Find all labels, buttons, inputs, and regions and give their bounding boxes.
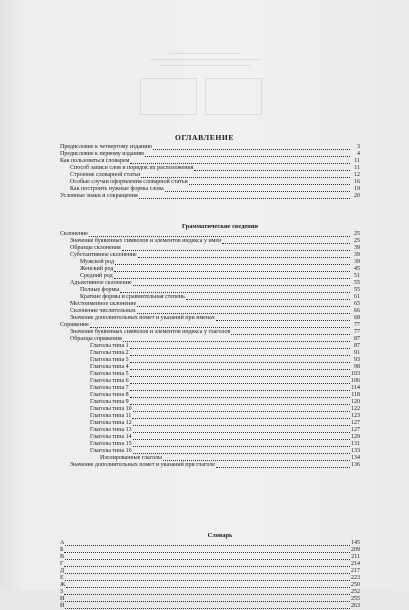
toc-entry-label: Глаголы типа 14 [90,434,132,440]
toc-entry-label: Глаголы типа 6 [90,378,129,384]
dot-leader [145,156,350,157]
dot-leader [216,467,350,468]
toc-entry [60,371,360,378]
toc-entry-label: И [60,596,65,602]
toc-entry-page: 250 [351,582,360,588]
toc-entry [60,308,360,315]
toc-entry-label: Особые случаи оформления словарной статьи [70,179,188,185]
toc-entry-page: 39 [354,252,360,258]
toc-entry-label: Краткие формы и сравнительная степень [80,294,185,300]
toc-entry [60,231,360,238]
dot-leader [231,334,350,335]
toc-entry-label: Значение буквенных символов и элементов индекса у имен [70,238,222,244]
toc-entry-label: Глаголы типа 3 [90,357,129,363]
dot-leader [130,383,350,384]
dot-leader [64,594,350,595]
toc-entry [60,462,360,469]
toc-entry-page: 77 [354,329,360,335]
toc-entry [60,540,360,547]
toc-entry [60,385,360,392]
toc-entry [60,322,360,329]
toc-entry [60,294,360,301]
toc-entry-label: Значение дополнительных помет и указаний при глаголе [70,462,215,468]
dot-leader [132,418,350,419]
toc-entry-page: 98 [354,364,360,370]
toc-entry-page: 55 [354,287,360,293]
dot-leader [133,285,350,286]
toc-entry-label: А [60,540,65,546]
toc-entry-label: Глаголы типа 10 [90,406,132,412]
dot-leader [64,566,350,567]
toc-entry [60,280,360,287]
dot-leader [122,250,350,251]
toc-entry-label: Женский род [80,266,114,272]
dot-leader [123,341,350,342]
toc-entry-label: Б [60,547,64,553]
dot-leader [65,545,350,546]
toc-entry [60,158,360,165]
toc-entry [60,186,360,193]
toc-entry-label: В [60,554,65,560]
toc-entry-page: 211 [351,554,360,560]
toc-entry-page: 55 [354,280,360,286]
toc-entry [60,413,360,420]
dot-leader [163,460,350,461]
toc-entry-label: Глаголы типа 8 [90,392,129,398]
dot-leader [64,552,350,553]
toc-entry-label: Ж [60,582,66,588]
grammar-section-title: Грамматические сведения [181,223,258,230]
toc-entry-label: Глаголы типа 7 [90,385,129,391]
toc-entry-page: 209 [351,547,360,553]
toc-entry [60,441,360,448]
toc-entry-label: Глаголы типа 16 [90,448,132,454]
toc-entry-page: 252 [351,589,360,595]
toc-entry [60,575,360,582]
dot-leader [114,278,350,279]
toc-entry-label: Способ записи слов и порядок их расположения [70,165,194,171]
toc-entry-page: 122 [351,406,360,412]
toc-entry-page: 61 [354,294,360,300]
toc-entry [60,554,360,561]
toc-entry [60,343,360,350]
toc-entry-page: 20 [354,193,360,199]
dictionary-entries [60,540,360,610]
toc-entry-label: Образцы спряжения [70,336,122,342]
dot-leader [66,587,350,588]
toc-entry-page: 217 [351,568,360,574]
grammar-section [60,222,360,469]
toc-entry-label: Субстантивное склонение [70,252,137,258]
toc-entry-page: 77 [354,322,360,328]
toc-entry-page: 131 [351,441,360,447]
toc-entry-page: 127 [351,420,360,426]
toc-entry-label: Значение дополнительных помет и указаний при именах [70,315,215,321]
dot-leader [130,163,350,164]
toc-entry [60,568,360,575]
dot-leader [137,313,350,314]
toc-entry [60,561,360,568]
dot-leader [114,271,350,272]
dot-leader [139,198,350,199]
dot-leader [165,191,350,192]
toc-entry-page: 106 [351,378,360,384]
toc-entry [60,448,360,455]
toc-entry-page: 87 [354,336,360,342]
dictionary-section [60,531,360,610]
dot-leader [133,446,350,447]
toc-entry-label: Глаголы типа 1 [90,343,129,349]
toc-entry-label: Д [60,568,65,574]
toc-entry-label: Предисловие к первому изданию [60,151,145,157]
dot-leader [65,573,350,574]
toc-entry [60,315,360,322]
toc-entry-page: 19 [354,186,360,192]
toc-entry-label: Полные формы [80,287,120,293]
toc-entry [60,378,360,385]
toc-entry [60,427,360,434]
toc-entry-page: 118 [351,392,360,398]
toc-entry-page: 45 [354,266,360,272]
toc-entry [60,420,360,427]
toc-entry-label: Склонение [60,231,88,237]
toc-entry-page: 12 [354,172,360,178]
toc-entry [60,350,360,357]
toc-entry [60,329,360,336]
toc-entry [60,238,360,245]
dot-leader [138,257,350,258]
toc-entry [60,582,360,589]
dot-leader [133,432,350,433]
toc-entry [60,589,360,596]
dot-leader [186,299,350,300]
toc-entry-label: Глаголы типа 9 [90,399,129,405]
toc-entry [60,301,360,308]
toc-entry-page: 11 [354,158,360,164]
toc-entry-page: 123 [351,413,360,419]
toc-entry-label: Мужской род [80,259,115,265]
dot-leader [194,170,350,171]
toc-entry-label: Предисловие к четвертому изданию [60,144,152,150]
toc-entry-label: Спряжение [60,322,89,328]
dot-leader [133,425,350,426]
dot-leader [130,355,350,356]
toc-entry-page: 3 [357,144,360,150]
dictionary-section-title: Словарь [207,532,233,539]
toc-entry [60,266,360,273]
toc-entry-page: 136 [351,462,360,468]
toc-entry-page: 114 [351,385,360,391]
toc-entry-page: 263 [351,603,360,609]
toc-entry-label: Й [60,603,65,609]
toc-entry-label: Как построить нужные формы слова [70,186,164,192]
dot-leader [189,184,350,185]
toc-entry-label: Образцы склонения [70,245,121,251]
dot-leader [65,608,350,609]
page-title: ОГЛАВЛЕНИЕ [174,133,235,142]
toc-entry-page: 129 [351,434,360,440]
toc-entry-label: Глаголы типа 13 [90,427,132,433]
toc-entry-label: Глаголы типа 11 [90,413,132,419]
dot-leader [130,390,350,391]
grammar-entries [60,231,360,469]
toc-entry [60,357,360,364]
show-through-print [140,48,270,128]
dot-leader [130,369,350,370]
toc-entry-label: Строение словарной статьи [70,172,141,178]
toc-entry [60,179,360,186]
toc-entry-label: Условные знаки и сокращения [60,193,138,199]
toc-entry [60,434,360,441]
toc-entry [60,406,360,413]
toc-entry [60,364,360,371]
toc-entry [60,151,360,158]
dot-leader [65,559,350,560]
toc-entry-page: 66 [354,308,360,314]
toc-entry [60,144,360,151]
dot-leader [65,580,350,581]
dot-leader [222,243,350,244]
toc-entry [60,455,360,462]
dot-leader [130,362,350,363]
dot-leader [115,264,350,265]
toc-entry-page: 25 [354,231,360,237]
toc-entry [60,273,360,280]
toc-entry-page: 39 [354,245,360,251]
toc-entry-page: 120 [351,399,360,405]
toc-entry-page: 127 [351,427,360,433]
toc-entry-page: 93 [354,357,360,363]
toc-entry-page: 68 [354,315,360,321]
toc-entry-label: Глаголы типа 2 [90,350,129,356]
dot-leader [137,306,350,307]
toc-entry [60,245,360,252]
toc-entry [60,165,360,172]
toc-entry-label: Глаголы типа 15 [90,441,132,447]
toc-entry [60,603,360,610]
toc-entry-label: Глаголы типа 5 [90,371,129,377]
dot-leader [153,149,350,150]
toc-entry-page: 133 [351,448,360,454]
toc-entry [60,172,360,179]
toc-entry [60,193,360,200]
toc-entry-page: 223 [351,575,360,581]
dot-leader [130,404,350,405]
toc-entry-page: 16 [354,179,360,185]
toc-entry [60,392,360,399]
dot-leader [130,397,350,398]
toc-entry-label: Глаголы типа 12 [90,420,132,426]
front-matter-list [60,144,360,200]
toc-entry-label: Значение буквенных символов и элементов индекса у глаголов [70,329,231,335]
toc-entry-label: Как пользоваться словарем [60,158,130,164]
toc-entry-label: Глаголы типа 4 [90,364,129,370]
dot-leader [65,601,350,602]
toc-entry [60,287,360,294]
toc-entry [60,399,360,406]
toc-entry-page: 145 [351,540,360,546]
dot-leader [130,376,350,377]
toc-entry [60,336,360,343]
toc-entry [60,547,360,554]
toc-entry-label: Изолированные глаголы [100,455,162,461]
dot-leader [216,320,350,321]
dot-leader [133,439,350,440]
toc-entry-label: Адъективное склонение [70,280,132,286]
toc-entry-label: Склонение числительных [70,308,136,314]
toc-entry [60,596,360,603]
toc-entry-label: Е [60,575,64,581]
toc-entry-page: 103 [351,371,360,377]
dot-leader [133,453,350,454]
dot-leader [89,236,350,237]
toc-entry-page: 51 [354,273,360,279]
toc-entry [60,259,360,266]
dot-leader [120,292,350,293]
toc-entry-page: 255 [351,596,360,602]
toc-entry-page: 39 [354,259,360,265]
dot-leader [133,411,350,412]
toc-entry-page: 4 [357,151,360,157]
toc-entry-label: Г [60,561,64,567]
toc-entry-page: 87 [354,343,360,349]
toc-entry [60,252,360,259]
dot-leader [90,327,350,328]
toc-entry-label: З [60,589,64,595]
dot-leader [141,177,350,178]
toc-entry-page: 214 [351,561,360,567]
dot-leader [130,348,350,349]
toc-entry-page: 91 [354,350,360,356]
toc-entry-page: 11 [354,165,360,171]
toc-entry-page: 65 [354,301,360,307]
toc-entry-page: 25 [354,238,360,244]
toc-entry-label: Средний род [80,273,113,279]
toc-entry-label: Местоименное склонение [70,301,137,307]
toc-entry-page: 134 [351,455,360,461]
